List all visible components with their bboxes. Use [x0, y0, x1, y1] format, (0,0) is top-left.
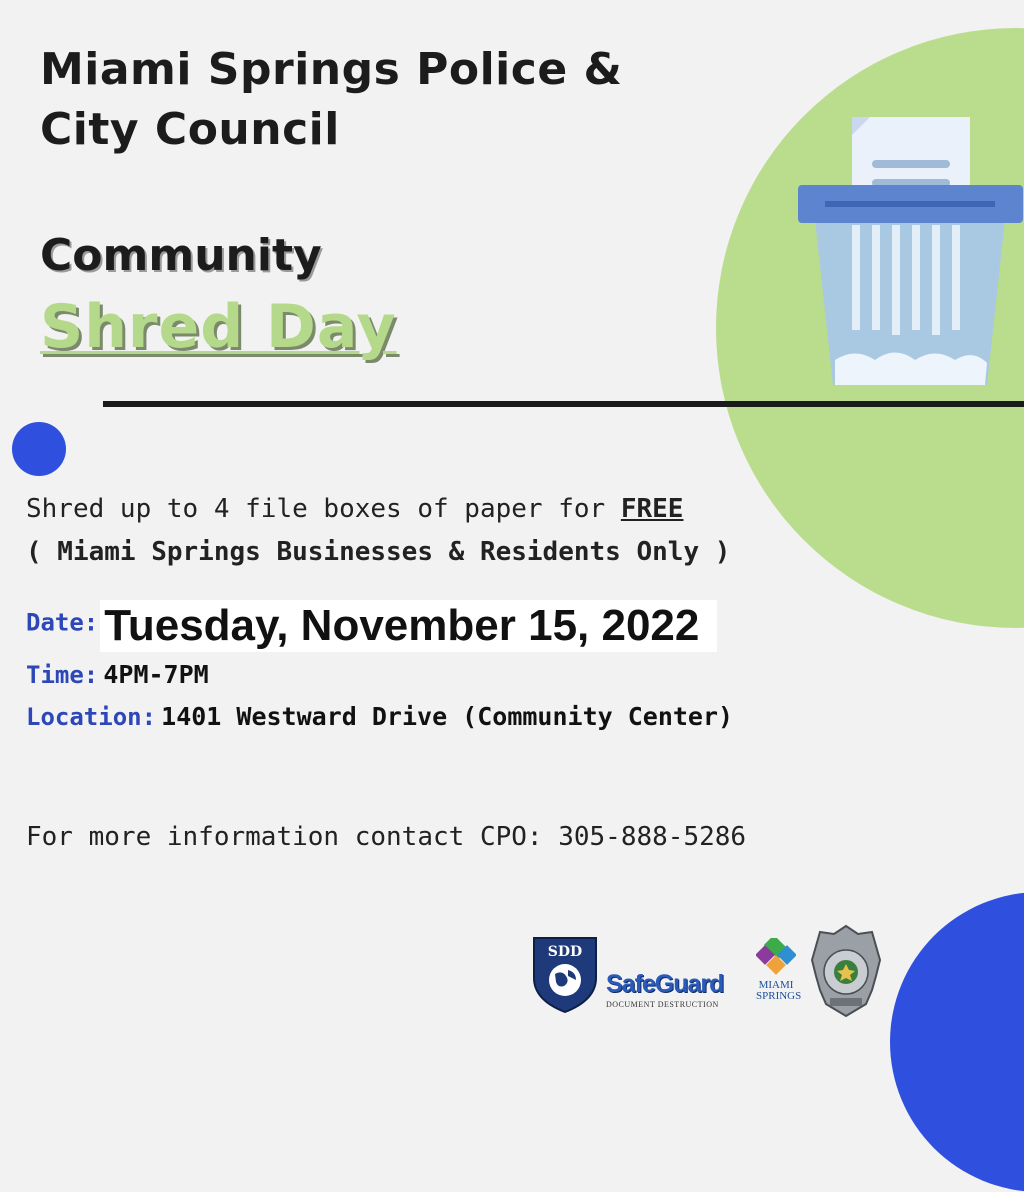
- event-name: Shred Day: [40, 292, 397, 362]
- eligibility-text: ( Miami Springs Businesses & Residents Only ): [26, 537, 731, 567]
- safeguard-subtext: DOCUMENT DESTRUCTION: [606, 1000, 719, 1009]
- paper-shredder-icon: [795, 115, 1024, 405]
- community-heading: Community: [40, 230, 322, 281]
- page-title: [40, 40, 622, 160]
- safeguard-logo: [606, 970, 748, 1009]
- blue-dot-decoration: [12, 422, 66, 476]
- contact-info: For more information contact CPO: 305-888-5286: [26, 822, 747, 852]
- miami-springs-text: MIAMI SPRINGS: [756, 979, 802, 1002]
- time-value: 4PM-7PM: [103, 660, 209, 689]
- miami-springs-emblem-icon: [756, 938, 796, 976]
- safeguard-text: SafeGuard: [606, 970, 724, 998]
- date-row: [26, 600, 717, 652]
- divider: [103, 401, 1024, 407]
- date-value: Tuesday, November 15, 2022: [100, 600, 717, 652]
- title-line-2: City Council: [40, 104, 340, 155]
- offer-text: [26, 494, 683, 524]
- offer-prefix: Shred up to 4 file boxes of paper for: [26, 494, 621, 524]
- blue-corner-decoration: [890, 892, 1024, 1192]
- sdd-shield-logo: [530, 934, 600, 1014]
- location-row: [26, 702, 733, 731]
- police-badge-icon: [810, 924, 882, 1018]
- offer-free: FREE: [620, 494, 684, 524]
- location-value: 1401 Westward Drive (Community Center): [161, 702, 734, 731]
- time-row: [26, 660, 209, 689]
- miami-springs-logo: [756, 938, 800, 1002]
- sdd-text: SDD: [547, 944, 583, 960]
- title-line-1: Miami Springs Police &: [40, 44, 623, 95]
- date-label: Date:: [26, 608, 99, 637]
- time-label: Time:: [26, 661, 99, 689]
- location-label: Location:: [26, 703, 157, 731]
- sponsor-logos: [530, 922, 890, 1022]
